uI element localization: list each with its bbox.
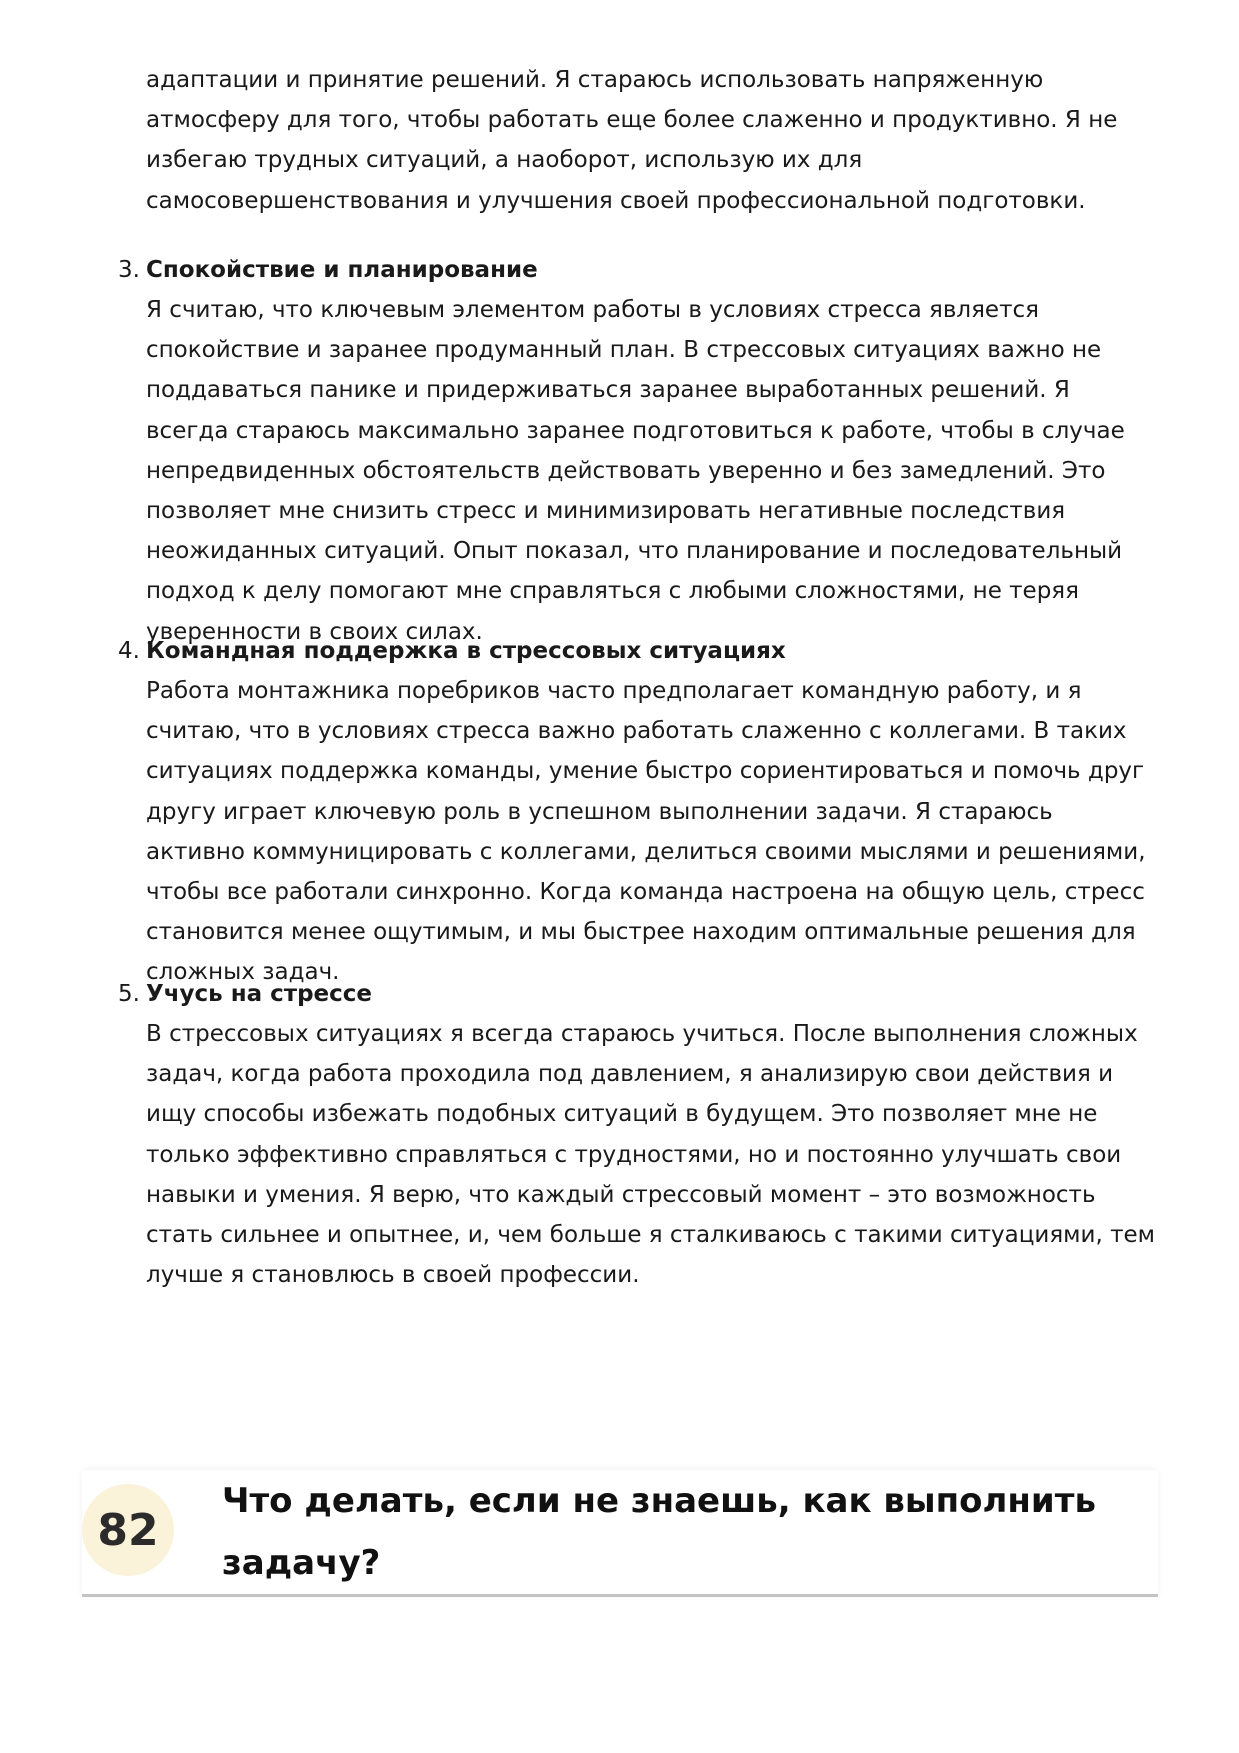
list-item-5 (118, 974, 1156, 1295)
chapter-title: Что делать, если не знаешь, как выполнить задачу? (222, 1481, 1096, 1583)
item-body: Я считаю, что ключевым элементом работы в условиях стресса является спокойствие и заранее продуманный план. В стрессовых ситуациях важно не поддаваться панике и придерживаться заранее выработанных решений. Я всегда стараюсь максимально заранее подготовиться к работе, чтобы в случае непредвиденных обстоятельств действовать уверенно и без замедлений. Это позволяет мне снизить стресс и минимизировать негативные последствия неожиданных ситуаций. Опыт показал, что планирование и последовательный подход к делу помогают мне справляться с любыми сложностями, не теряя уверенности в своих силах. (146, 297, 1125, 645)
item-body: Работа монтажника поребриков часто предполагает командную работу, и я считаю, что в условиях стресса важно работать слаженно с коллегами. В таких ситуациях поддержка команды, умение быстро сориентироваться и помочь друг другу играет ключевую роль в успешном выполнении задачи. Я стараюсь активно коммуницировать с коллегами, делиться своими мыслями и решениями, чтобы все работали синхронно. Когда команда настроена на общую цель, стресс становится менее ощутимым, и мы быстрее находим оптимальные решения для сложных задач. (146, 678, 1146, 986)
item-title: Спокойствие и планирование (146, 257, 538, 283)
item-body: В стрессовых ситуациях я всегда стараюсь учиться. После выполнения сложных задач, когда работа проходила под давлением, я анализирую свои действия и ищу способы избежать подобных ситуаций в будущем. Это позволяет мне не только эффективно справляться с трудностями, но и постоянно улучшать свои навыки и умения. Я верю, что каждый стрессовый момент – это возможность стать сильнее и опытнее, и, чем больше я сталкиваюсь с такими ситуациями, тем лучше я становлюсь в своей профессии. (146, 1021, 1155, 1289)
item-number: 4. (118, 638, 140, 664)
list-item-4 (118, 631, 1156, 993)
list-item-3 (118, 250, 1156, 652)
continuation-paragraph: адаптации и принятие решений. Я стараюсь использовать напряженную атмосферу для того, чтобы работать еще более слаженно и продуктивно. Я не избегаю трудных ситуаций, а наоборот, использую их для самосовершенствования и улучшения своей профессиональной подготовки. (146, 67, 1118, 214)
chapter-number-badge: 82 (82, 1484, 174, 1576)
chapter-header (82, 1470, 1158, 1597)
item-heading (118, 631, 1156, 671)
item-title: Командная поддержка в стрессовых ситуациях (146, 638, 786, 664)
item-number: 5. (118, 981, 140, 1007)
item-number: 3. (118, 257, 140, 283)
item-heading (118, 250, 1156, 290)
item-title: Учусь на стрессе (146, 981, 373, 1007)
item-heading (118, 974, 1156, 1014)
